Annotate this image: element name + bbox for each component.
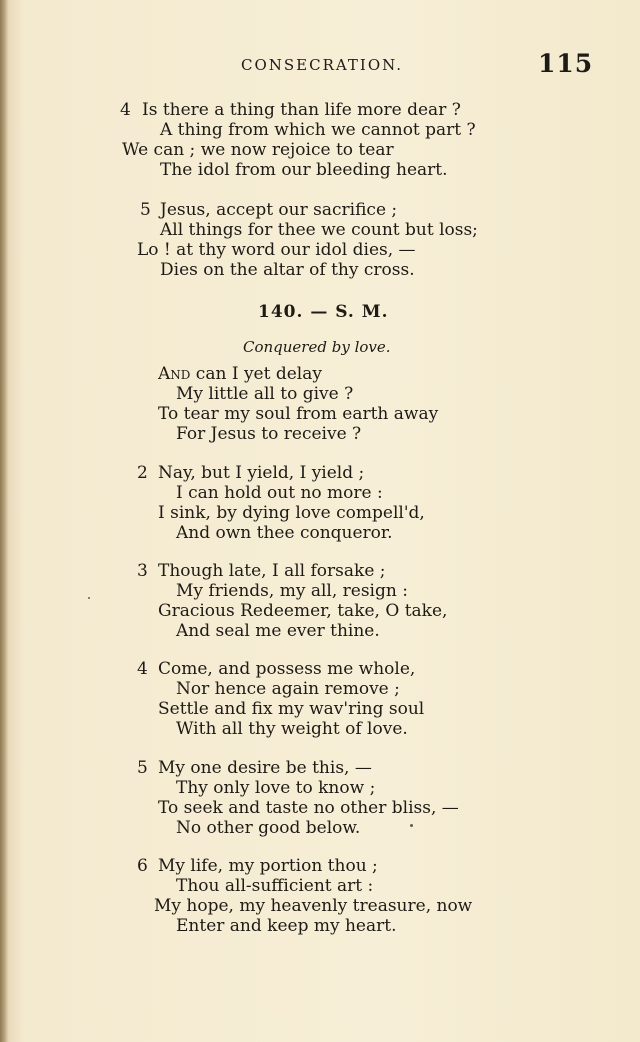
verse-line: My little all to give ?	[176, 384, 354, 404]
stanza-number: 5	[140, 200, 151, 220]
verse-line: With all thy weight of love.	[176, 719, 408, 739]
verse-line-rest: can I yet delay	[190, 364, 322, 384]
verse-line: Come, and possess me whole,	[158, 659, 416, 679]
verse-line: Thy only love to know ;	[176, 778, 376, 798]
verse-line: Nay, but I yield, I yield ;	[158, 463, 365, 483]
verse-line: Nor hence again remove ;	[176, 679, 400, 699]
stanza-number: 3	[137, 561, 148, 581]
verse-line: Lo ! at thy word our idol dies, —	[137, 240, 416, 260]
verse-line: To tear my soul from earth away	[158, 404, 439, 424]
page-number: 115	[538, 49, 594, 78]
verse-line: Jesus, accept our sacrifice ;	[160, 200, 398, 220]
paper-speck	[410, 824, 413, 827]
verse-line	[158, 364, 322, 384]
verse-line: Thou all-sufficient art :	[176, 876, 374, 896]
verse-line: We can ; we now rejoice to tear	[122, 140, 394, 160]
binding-shadow	[0, 0, 8, 1042]
stanza-number: 4	[120, 100, 131, 120]
verse-line: The idol from our bleeding heart.	[160, 160, 448, 180]
verse-line: No other good below.	[176, 818, 361, 838]
verse-line: My life, my portion thou ;	[158, 856, 378, 876]
verse-line: And own thee conqueror.	[176, 523, 393, 543]
verse-line: Is there a thing than life more dear ?	[142, 100, 461, 120]
stanza-number: 6	[137, 856, 148, 876]
verse-line: Though late, I all forsake ;	[158, 561, 386, 581]
hymn-subtitle: Conquered by love.	[243, 338, 391, 356]
verse-line: My friends, my all, resign :	[176, 581, 408, 601]
verse-line: I can hold out no more :	[176, 483, 383, 503]
stanza-number: 4	[137, 659, 148, 679]
verse-line: And seal me ever thine.	[176, 621, 380, 641]
verse-line: To seek and taste no other bliss, —	[158, 798, 459, 818]
verse-line: My hope, my heavenly treasure, now	[154, 896, 473, 916]
first-word: And	[158, 364, 191, 384]
verse-line: Dies on the altar of thy cross.	[160, 260, 415, 280]
verse-line: For Jesus to receive ?	[176, 424, 362, 444]
paper-speck	[88, 597, 90, 599]
verse-line: Gracious Redeemer, take, O take,	[158, 601, 448, 621]
hymn-number: 140. — S. M.	[258, 302, 389, 322]
running-header: CONSECRATION.	[241, 56, 404, 74]
verse-line: A thing from which we cannot part ?	[160, 120, 476, 140]
verse-line: My one desire be this, —	[158, 758, 372, 778]
verse-line: Enter and keep my heart.	[176, 916, 397, 936]
verse-line: I sink, by dying love compell'd,	[158, 503, 425, 523]
stanza-number: 5	[137, 758, 148, 778]
stanza-number: 2	[137, 463, 148, 483]
verse-line: Settle and fix my wav'ring soul	[158, 699, 425, 719]
verse-line: All things for thee we count but loss;	[160, 220, 478, 240]
